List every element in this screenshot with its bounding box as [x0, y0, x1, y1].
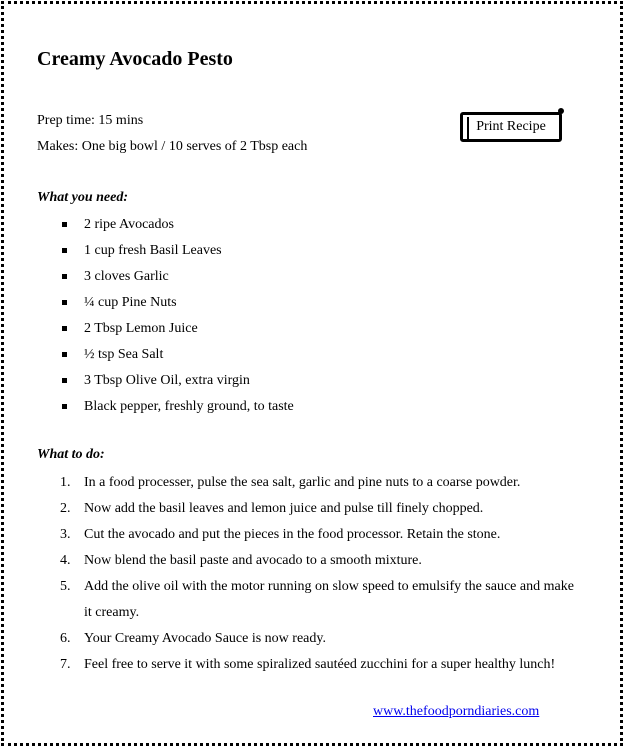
step-text: Add the olive oil with the motor running on slow speed to emulsify the sauce and make it creamy. — [84, 579, 574, 620]
step-item — [60, 496, 582, 522]
ingredient-item: ¼ cup Pine Nuts — [60, 292, 294, 318]
step-text: Feel free to serve it with some spiralized sautéed zucchini for a super healthy lunch! — [84, 657, 556, 672]
steps-list — [60, 470, 582, 678]
ingredient-item: Black pepper, freshly ground, to taste — [60, 396, 294, 422]
step-number: 2. — [60, 501, 71, 516]
step-text: Cut the avocado and put the pieces in the food processor. Retain the stone. — [84, 527, 501, 542]
step-text: In a food processer, pulse the sea salt, garlic and pine nuts to a coarse powder. — [84, 475, 521, 490]
ingredient-item: 3 cloves Garlic — [60, 266, 294, 292]
ingredient-item: 1 cup fresh Basil Leaves — [60, 240, 294, 266]
step-item — [60, 548, 582, 574]
step-number: 4. — [60, 553, 71, 568]
step-text: Now add the basil leaves and lemon juice and pulse till finely chopped. — [84, 501, 484, 516]
step-number: 6. — [60, 631, 71, 646]
step-item — [60, 522, 582, 548]
step-number: 1. — [60, 475, 71, 490]
step-text: Your Creamy Avocado Sauce is now ready. — [84, 631, 326, 646]
ingredients-heading: What you need: — [37, 190, 128, 205]
step-text: Now blend the basil paste and avocado to a smooth mixture. — [84, 553, 422, 568]
ingredient-item: 3 Tbsp Olive Oil, extra virgin — [60, 370, 294, 396]
steps-heading: What to do: — [37, 447, 105, 462]
website-link[interactable]: www.thefoodporndiaries.com — [373, 704, 540, 719]
prep-time: Prep time: 15 mins — [37, 113, 144, 128]
step-item — [60, 652, 582, 678]
step-item — [60, 626, 582, 652]
ingredient-item: 2 Tbsp Lemon Juice — [60, 318, 294, 344]
print-recipe-button[interactable]: Print Recipe — [460, 112, 562, 142]
step-item — [60, 470, 582, 496]
step-number: 5. — [60, 579, 71, 594]
step-item — [60, 574, 582, 626]
ingredients-list — [60, 214, 294, 422]
ingredient-item: ½ tsp Sea Salt — [60, 344, 294, 370]
step-number: 7. — [60, 657, 71, 672]
step-number: 3. — [60, 527, 71, 542]
makes: Makes: One big bowl / 10 serves of 2 Tbsp each — [37, 139, 308, 154]
ingredient-item: 2 ripe Avocados — [60, 214, 294, 240]
recipe-title: Creamy Avocado Pesto — [37, 48, 233, 70]
